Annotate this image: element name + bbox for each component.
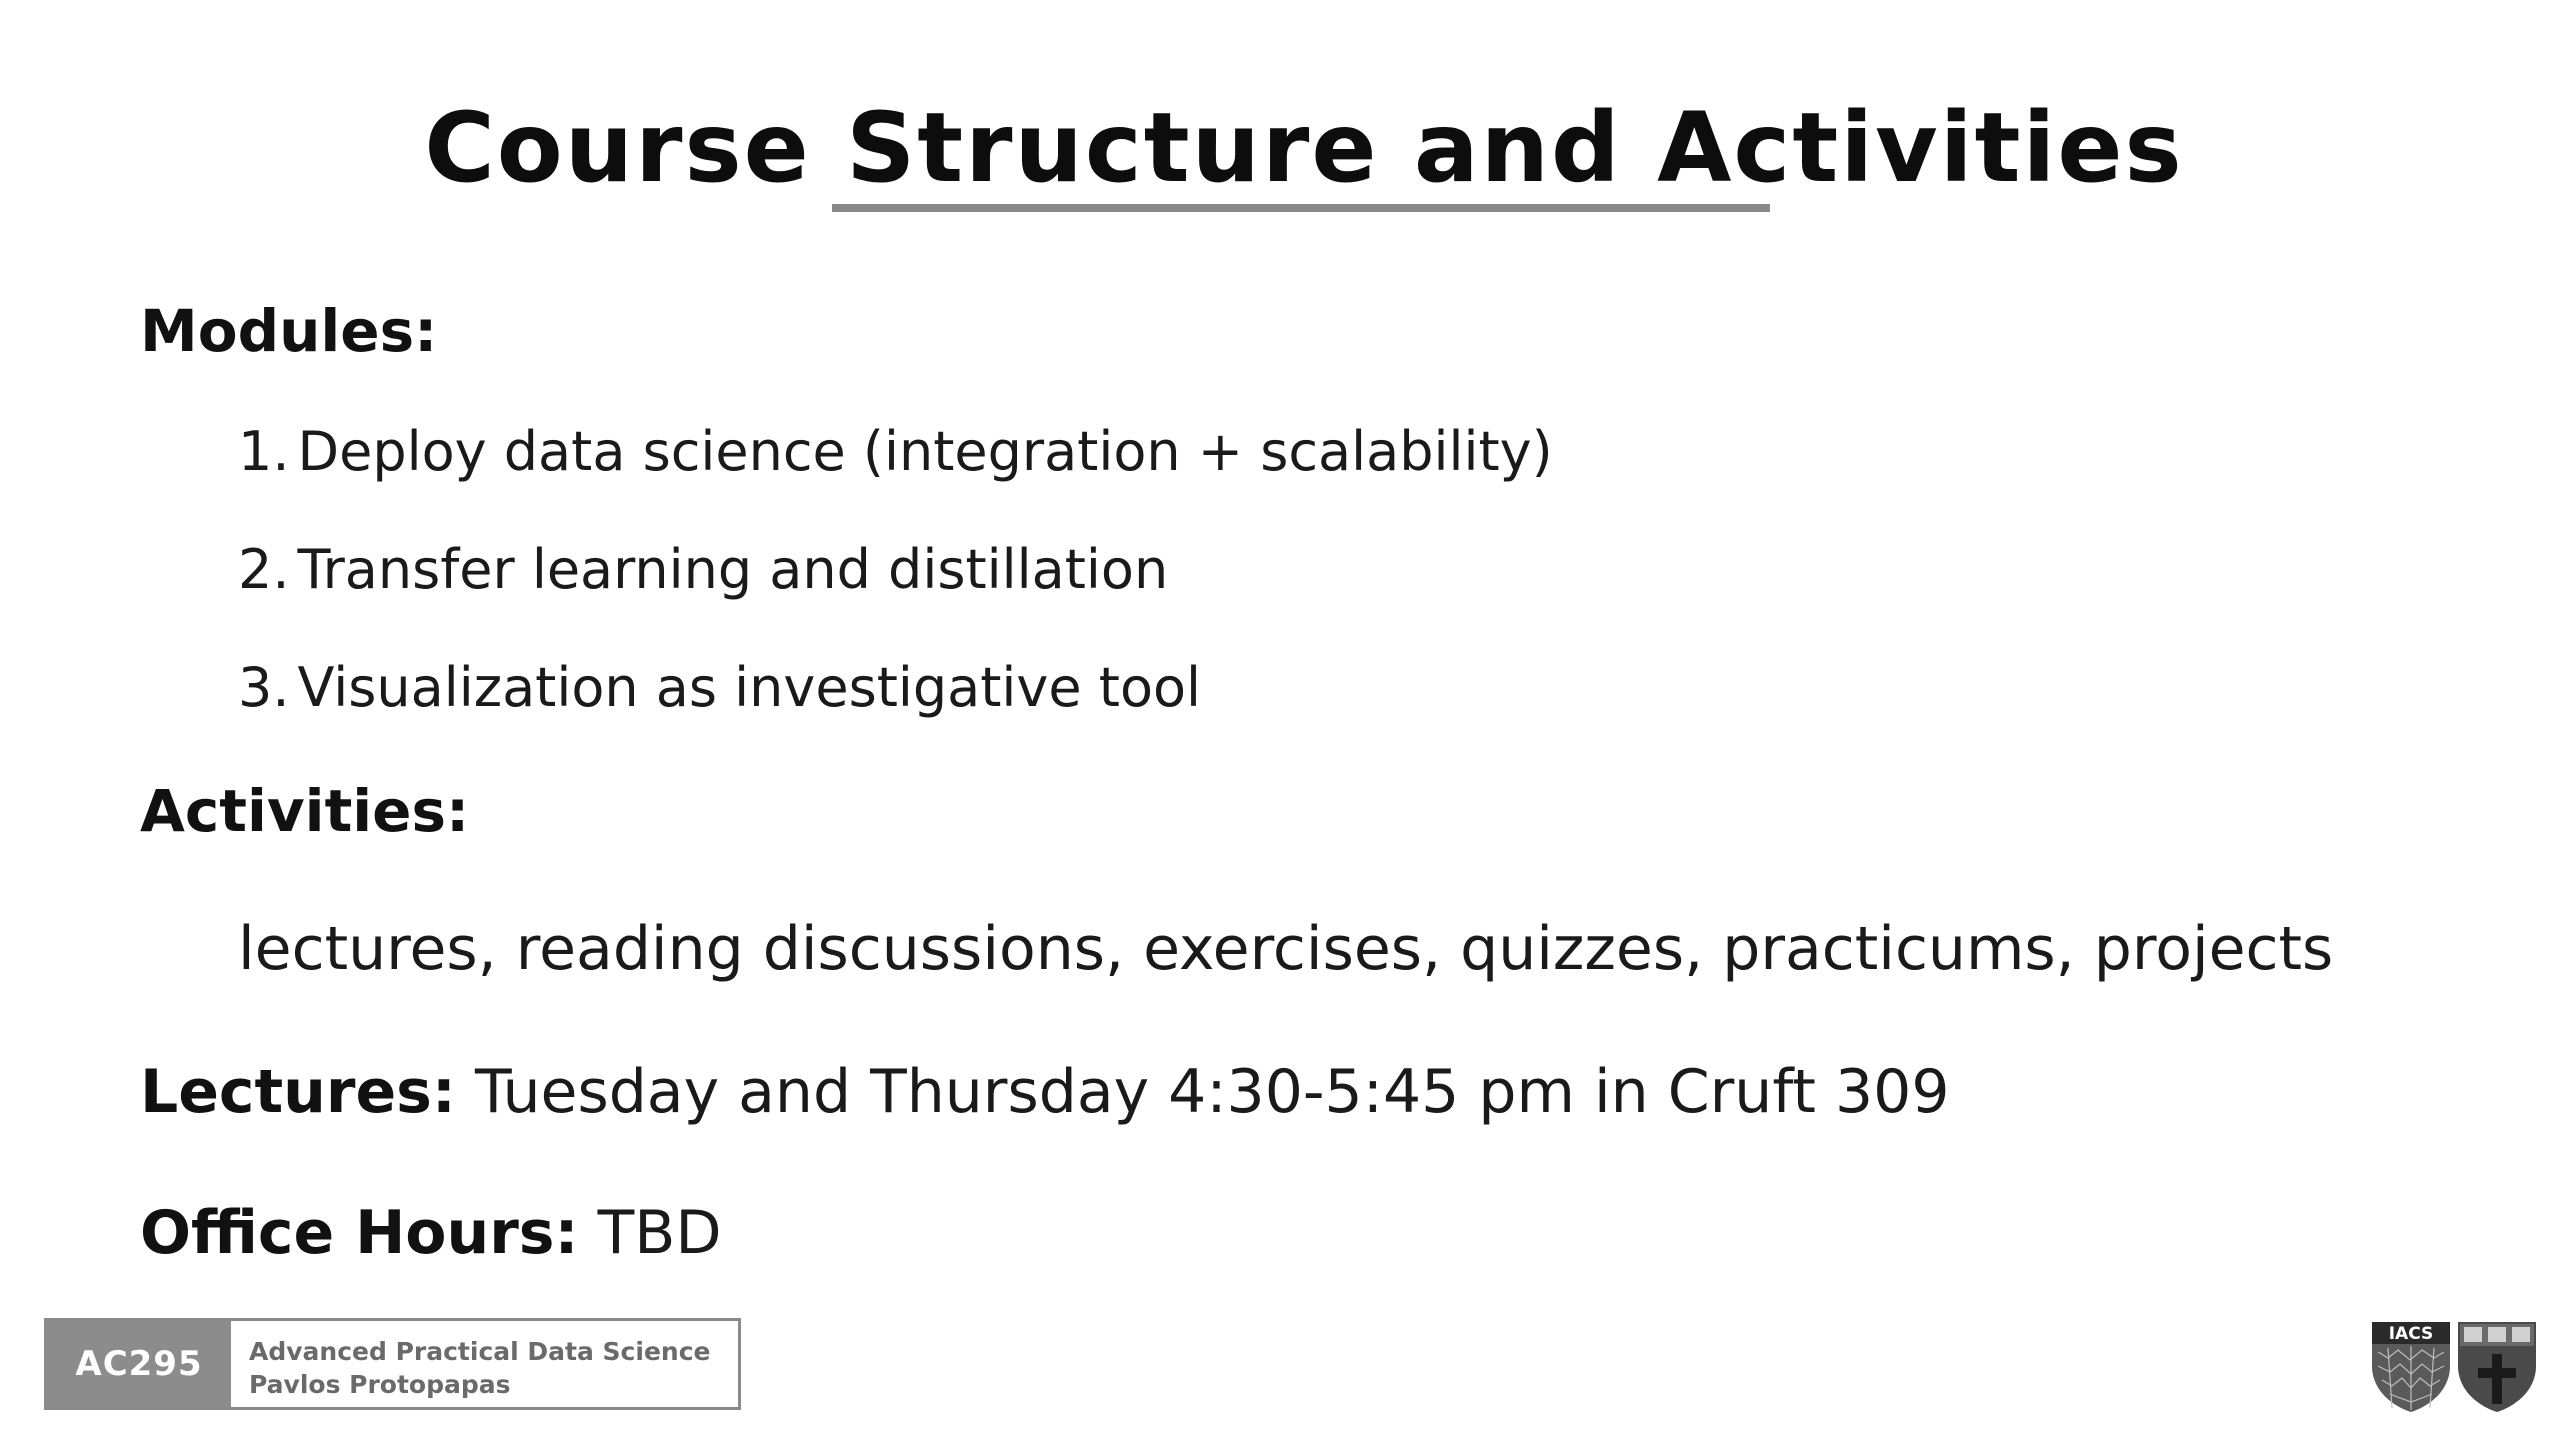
module-item-number: 3.: [238, 656, 290, 719]
modules-heading: Modules:: [140, 297, 438, 365]
lectures-label: Lectures:: [140, 1057, 456, 1127]
module-item-number: 1.: [238, 420, 290, 483]
title-underline: [832, 204, 1770, 212]
office-hours-label: Office Hours:: [140, 1198, 579, 1268]
activities-text: lectures, reading discussions, exercises, quizzes, practicums, projects: [238, 914, 2334, 984]
instructor-name: Pavlos Protopapas: [249, 1370, 511, 1399]
harvard-shields-logo: [2368, 1318, 2540, 1414]
module-item-2: [238, 536, 1168, 604]
module-item-text: Transfer learning and distillation: [297, 538, 1169, 601]
office-hours-value: TBD: [597, 1198, 722, 1268]
harvard-shield-icon: [2458, 1322, 2536, 1412]
course-footer-badge: [44, 1318, 741, 1410]
module-item-text: Deploy data science (integration + scalability): [297, 420, 1553, 483]
iacs-shield-icon: [2372, 1322, 2450, 1412]
module-item-number: 2.: [238, 538, 290, 601]
course-code: AC295: [47, 1321, 231, 1407]
course-info: [231, 1321, 738, 1407]
lectures-line: [140, 1055, 1950, 1129]
office-hours-line: [140, 1196, 722, 1270]
activities-heading: Activities:: [140, 777, 470, 845]
module-item-text: Visualization as investigative tool: [297, 656, 1202, 719]
lectures-value: Tuesday and Thursday 4:30-5:45 pm in Cruft 309: [474, 1057, 1950, 1127]
module-item-1: [238, 418, 1553, 486]
slide-title: Course Structure and Activities: [424, 92, 2184, 204]
iacs-label: IACS: [2388, 1324, 2434, 1344]
course-name: Advanced Practical Data Science: [249, 1337, 711, 1366]
module-item-3: [238, 654, 1201, 722]
